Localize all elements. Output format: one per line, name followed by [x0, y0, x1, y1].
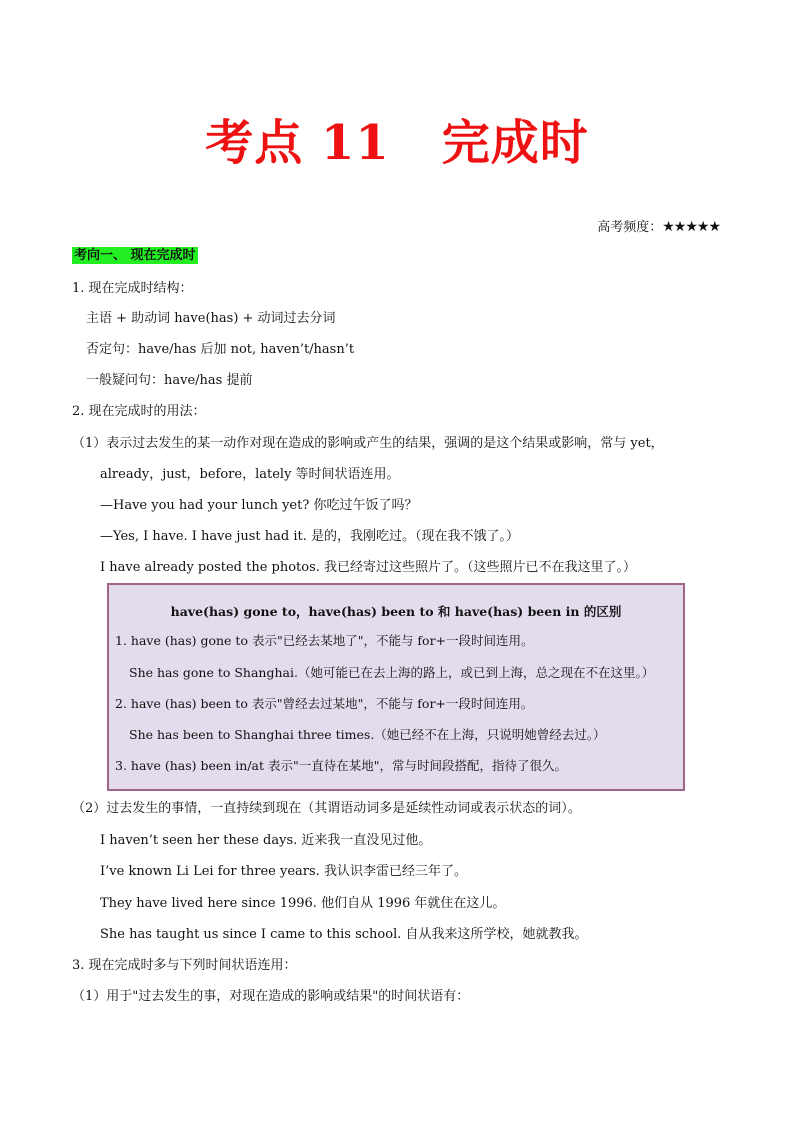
example-sentence: She has taught us since I came to this school. 自从我来这所学校，她就教我。 — [100, 927, 588, 942]
example-sentence: I haven’t seen her these days. 近来我一直没见过他。 — [100, 833, 432, 848]
example-sentence: —Yes, I have. I have just had it. 是的，我刚吃过。（现在我不饿了。） — [100, 529, 519, 544]
box-example: She has been to Shanghai three times.（她已经不在上海，只说明她曾经去过。） — [129, 727, 606, 742]
text-line: 一般疑问句：have/has 提前 — [86, 373, 253, 388]
comparison-box — [107, 583, 685, 791]
text-line: already，just，before，lately 等时间状语连用。 — [100, 467, 400, 482]
example-sentence: I have already posted the photos. 我已经寄过这些照片了。（这些照片已不在我这里了。） — [100, 560, 637, 575]
section-heading — [72, 247, 198, 265]
title-topic-number: 考点 11 — [205, 115, 390, 171]
title-topic-name: 完成时 — [441, 115, 589, 171]
frequency-label: 高考频度： — [597, 220, 663, 235]
text-line: 1. 现在完成时结构： — [72, 281, 193, 296]
example-sentence: —Have you had your lunch yet? 你吃过午饭了吗？ — [100, 498, 418, 513]
box-line: 2. have (has) been to 表示"曾经去过某地"，不能与 for+一段时间连用。 — [115, 696, 534, 711]
text-line: （2）过去发生的事情，一直持续到现在（其谓语动词多是延续性动词或表示状态的词）。 — [72, 801, 581, 816]
page-title — [0, 104, 794, 173]
text-line: （1）用于"过去发生的事，对现在造成的影响或结果"的时间状语有： — [72, 989, 470, 1004]
text-line: 主语 + 助动词 have(has) + 动词过去分词 — [86, 311, 336, 326]
text-line: 2. 现在完成时的用法： — [72, 404, 206, 419]
frequency-stars: ★★★★★ — [662, 219, 720, 235]
box-example: She has gone to Shanghai.（她可能已在去上海的路上，或已到上海，总之现在不在这里。） — [129, 665, 655, 680]
example-sentence: They have lived here since 1996. 他们自从 1996 年就住在这儿。 — [100, 896, 506, 911]
text-line: 否定句：have/has 后加 not, haven’t/hasn’t — [86, 342, 355, 357]
text-line: （1）表示过去发生的某一动作对现在造成的影响或产生的结果，强调的是这个结果或影响，常与 yet， — [72, 436, 664, 451]
exam-frequency — [597, 216, 720, 235]
text-line: 3. 现在完成时多与下列时间状语连用： — [72, 958, 297, 973]
box-line: 1. have (has) gone to 表示"已经去某地了"，不能与 for+一段时间连用。 — [115, 633, 534, 648]
section-heading-highlight: 考向一、 现在完成时 — [74, 248, 196, 263]
comparison-box-heading: have(has) gone to，have(has) been to 和 have(has) been in 的区别 — [170, 604, 622, 619]
box-line: 3. have (has) been in/at 表示"一直待在某地"，常与时间段搭配，指待了很久。 — [115, 758, 568, 773]
example-sentence: I’ve known Li Lei for three years. 我认识李雷已经三年了。 — [100, 864, 467, 879]
